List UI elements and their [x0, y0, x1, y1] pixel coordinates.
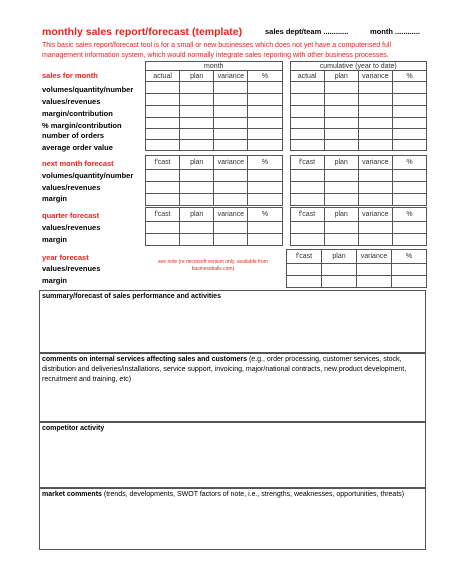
column-header: f'cast	[287, 250, 322, 264]
competitor-label	[42, 424, 422, 434]
page-title: monthly sales report/forecast (template)	[42, 26, 243, 38]
gap-cell	[282, 71, 290, 82]
column-header: %	[248, 208, 282, 222]
group-header-cumulative: cumulative (year to date)	[290, 62, 427, 71]
table-row	[146, 94, 427, 106]
sales-for-month-table	[145, 61, 427, 151]
gap-cell	[282, 156, 290, 170]
row-label: margin	[42, 276, 68, 285]
column-header: f'cast	[290, 156, 324, 170]
gap-cell	[282, 208, 290, 222]
row-label: % margin/contribution	[42, 121, 122, 130]
year-forecast-table	[286, 249, 427, 288]
row-label: number of orders	[42, 131, 105, 140]
summary-title: summary/forecast of sales performance and activities	[42, 293, 221, 300]
next-month-forecast-table	[145, 155, 427, 206]
table-row	[146, 182, 427, 194]
column-header: %	[392, 71, 426, 82]
column-header: %	[248, 156, 282, 170]
table-row	[146, 82, 427, 94]
row-label: values/revenues	[42, 223, 101, 232]
column-header: variance	[214, 71, 248, 82]
section-sales-for-month: sales for month	[42, 71, 98, 80]
row-label: values/revenues	[42, 183, 101, 192]
row-label: margin	[42, 194, 68, 203]
column-header: f'cast	[146, 208, 180, 222]
column-header: %	[392, 208, 426, 222]
month-field: month ............	[370, 27, 420, 36]
table-row	[146, 194, 427, 206]
table-row	[146, 222, 427, 234]
section-next-month-forecast: next month forecast	[42, 159, 114, 168]
column-header: plan	[180, 156, 214, 170]
row-label: values/revenues	[42, 264, 101, 273]
row-label: margin	[42, 235, 68, 244]
column-header: variance	[214, 208, 248, 222]
column-header: %	[392, 250, 427, 264]
table-row	[146, 234, 427, 246]
table-row	[146, 129, 427, 140]
market-title: market comments	[42, 491, 102, 498]
table-row	[146, 140, 427, 151]
column-header: plan	[322, 250, 357, 264]
summary-label	[42, 292, 422, 302]
row-label: average order value	[42, 143, 113, 152]
quarter-forecast-table	[145, 207, 427, 246]
column-header: f'cast	[146, 156, 180, 170]
column-header: variance	[358, 156, 392, 170]
market-detail: (trends, developments, SWOT factors of note, i.e., strengths, weaknesses, opportunities, threats)	[101, 491, 405, 498]
row-label: volumes/quantity/number	[42, 171, 134, 180]
column-header: plan	[180, 208, 214, 222]
column-header: plan	[324, 156, 358, 170]
table-row	[287, 276, 427, 288]
row-label: values/revenues	[42, 97, 101, 106]
section-year-forecast: year forecast	[42, 253, 89, 262]
sales-dept-field: sales dept/team ............	[265, 27, 349, 36]
table-row	[287, 264, 427, 276]
column-header: %	[392, 156, 426, 170]
row-label: volumes/quantity/number	[42, 85, 134, 94]
comments-label	[42, 355, 422, 385]
microsoft-version-note: see note (re microsoft version only, available from businessballs.com)	[158, 259, 268, 272]
table-row	[146, 118, 427, 129]
market-label	[42, 490, 422, 500]
column-header: variance	[214, 156, 248, 170]
column-header: plan	[324, 71, 358, 82]
column-header: %	[248, 71, 282, 82]
column-header: variance	[357, 250, 392, 264]
column-header: f'cast	[290, 208, 324, 222]
table-row	[146, 170, 427, 182]
column-header: actual	[290, 71, 324, 82]
column-header: plan	[324, 208, 358, 222]
table-row	[146, 106, 427, 118]
group-header-month: month	[146, 62, 283, 71]
competitor-title: competitor activity	[42, 425, 105, 432]
section-quarter-forecast: quarter forecast	[42, 211, 100, 220]
row-label: margin/contribution	[42, 109, 113, 118]
column-header: variance	[358, 208, 392, 222]
column-header: variance	[358, 71, 392, 82]
comments-title: comments on internal services affecting sales and customers	[42, 356, 248, 363]
column-header: actual	[146, 71, 180, 82]
comments-detail: (e.g., order processing, customer services, stock, distribution and deliveries/installations, service support, invoicing, major/national contracts, new product development, recruitment and training, etc)	[42, 356, 407, 383]
gap-cell	[282, 62, 290, 71]
column-header: plan	[180, 71, 214, 82]
intro-text: This basic sales report/forecast tool is for a small or new businesses which does not yet have a computerised full management information system, which would normally integrate sales reporting with other business processes.	[42, 42, 391, 59]
